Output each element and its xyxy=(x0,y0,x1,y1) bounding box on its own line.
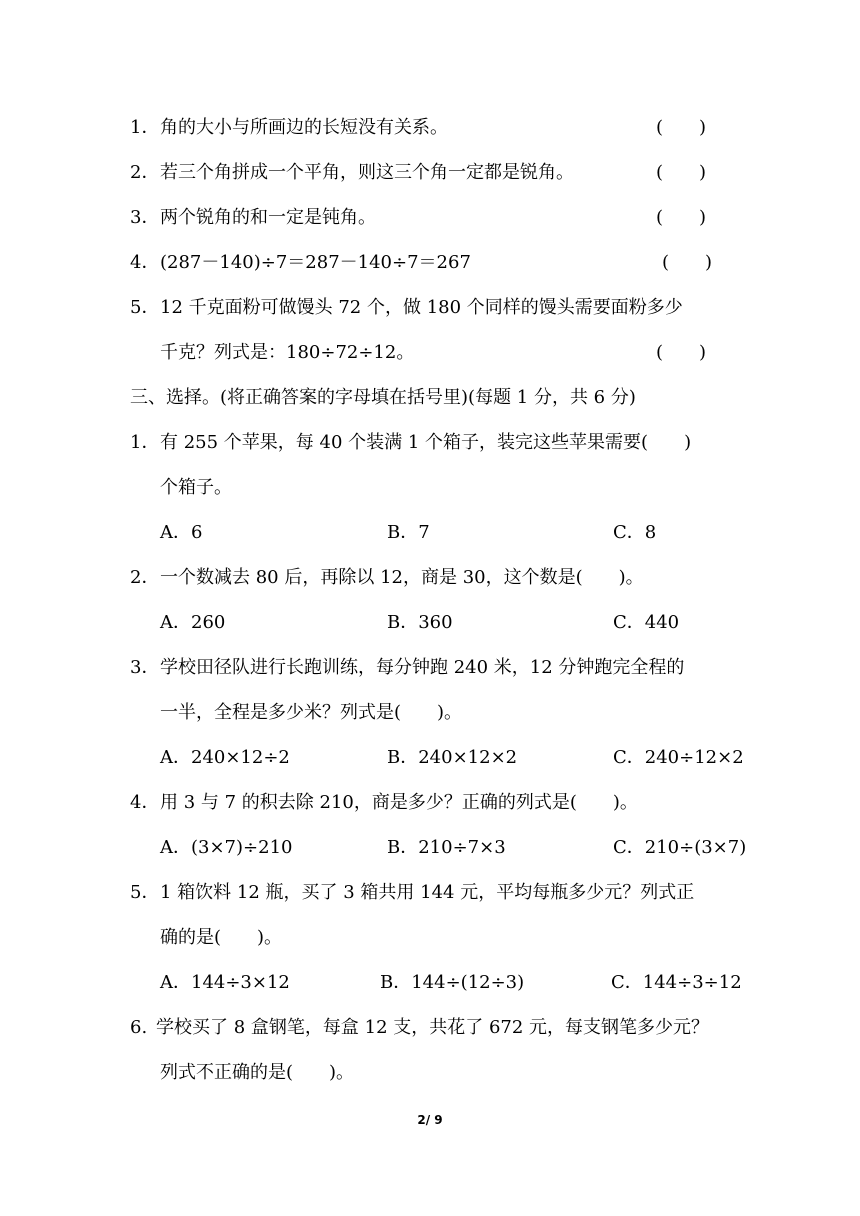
option-b: B．360 xyxy=(387,612,453,633)
option-c: C．144÷3÷12 xyxy=(611,972,742,993)
question-number: 5． xyxy=(130,882,160,903)
question-text-cont: 列式不正确的是( )。 xyxy=(160,1062,355,1083)
question-number: 2． xyxy=(130,567,160,588)
question-number: 6. xyxy=(130,1017,148,1038)
item-number: 2． xyxy=(130,162,160,183)
answer-paren: ( ) xyxy=(662,252,713,273)
option-a: A．(3×7)÷210 xyxy=(160,837,293,858)
answer-paren: ( ) xyxy=(656,117,707,138)
option-c: C．240÷12×2 xyxy=(613,747,744,768)
option-c: C．8 xyxy=(613,522,657,543)
question-number: 1． xyxy=(130,432,160,453)
question-text-cont: 一半，全程是多少米？列式是( )。 xyxy=(160,702,463,723)
question-text-cont: 个箱子。 xyxy=(160,477,232,498)
option-a: A．240×12÷2 xyxy=(160,747,290,768)
option-c: C．440 xyxy=(613,612,680,633)
item-number: 1． xyxy=(130,117,160,138)
question-number: 4． xyxy=(130,792,160,813)
question-text: 学校买了 8 盒钢笔，每盒 12 支，共花了 672 元，每支钢笔多少元？ xyxy=(156,1017,710,1038)
option-b: B．240×12×2 xyxy=(387,747,518,768)
option-b: B．144÷(12÷3) xyxy=(380,972,525,993)
item-number: 4． xyxy=(130,252,160,273)
item-text: 12 千克面粉可做馒头 72 个，做 180 个同样的馒头需要面粉多少 xyxy=(160,297,683,318)
item-text: (287－140)÷7＝287－140÷7＝267 xyxy=(160,252,471,273)
page-number: 2/ 9 xyxy=(417,1113,443,1127)
question-text: 1 箱饮料 12 瓶，买了 3 箱共用 144 元，平均每瓶多少元？列式正 xyxy=(160,882,695,903)
item-number: 3． xyxy=(130,207,160,228)
option-a: A．144÷3×12 xyxy=(160,972,290,993)
answer-paren: ( ) xyxy=(656,342,707,363)
option-c: C．210÷(3×7) xyxy=(613,837,747,858)
item-text-cont: 千克？列式是：180÷72÷12。 xyxy=(160,342,415,363)
section-title: 三、选择。(将正确答案的字母填在括号里)(每题 1 分，共 6 分) xyxy=(130,387,636,408)
question-text: 用 3 与 7 的积去除 210，商是多少？正确的列式是( )。 xyxy=(160,792,638,813)
item-text: 角的大小与所画边的长短没有关系。 xyxy=(160,117,448,138)
option-a: A．260 xyxy=(160,612,226,633)
question-number: 3． xyxy=(130,657,160,678)
question-text: 有 255 个苹果，每 40 个装满 1 个箱子，装完这些苹果需要( ) xyxy=(160,432,692,453)
item-number: 5． xyxy=(130,297,160,318)
option-b: B．210÷7×3 xyxy=(387,837,506,858)
answer-paren: ( ) xyxy=(656,207,707,228)
question-text: 一个数减去 80 后，再除以 12，商是 30，这个数是( )。 xyxy=(160,567,644,588)
option-a: A．6 xyxy=(160,522,203,543)
question-text: 学校田径队进行长跑训练，每分钟跑 240 米，12 分钟跑完全程的 xyxy=(160,657,685,678)
answer-paren: ( ) xyxy=(656,162,707,183)
option-b: B．7 xyxy=(387,522,430,543)
item-text: 两个锐角的和一定是钝角。 xyxy=(160,207,376,228)
question-text-cont: 确的是( )。 xyxy=(160,927,283,948)
item-text: 若三个角拼成一个平角，则这三个角一定都是锐角。 xyxy=(160,162,574,183)
